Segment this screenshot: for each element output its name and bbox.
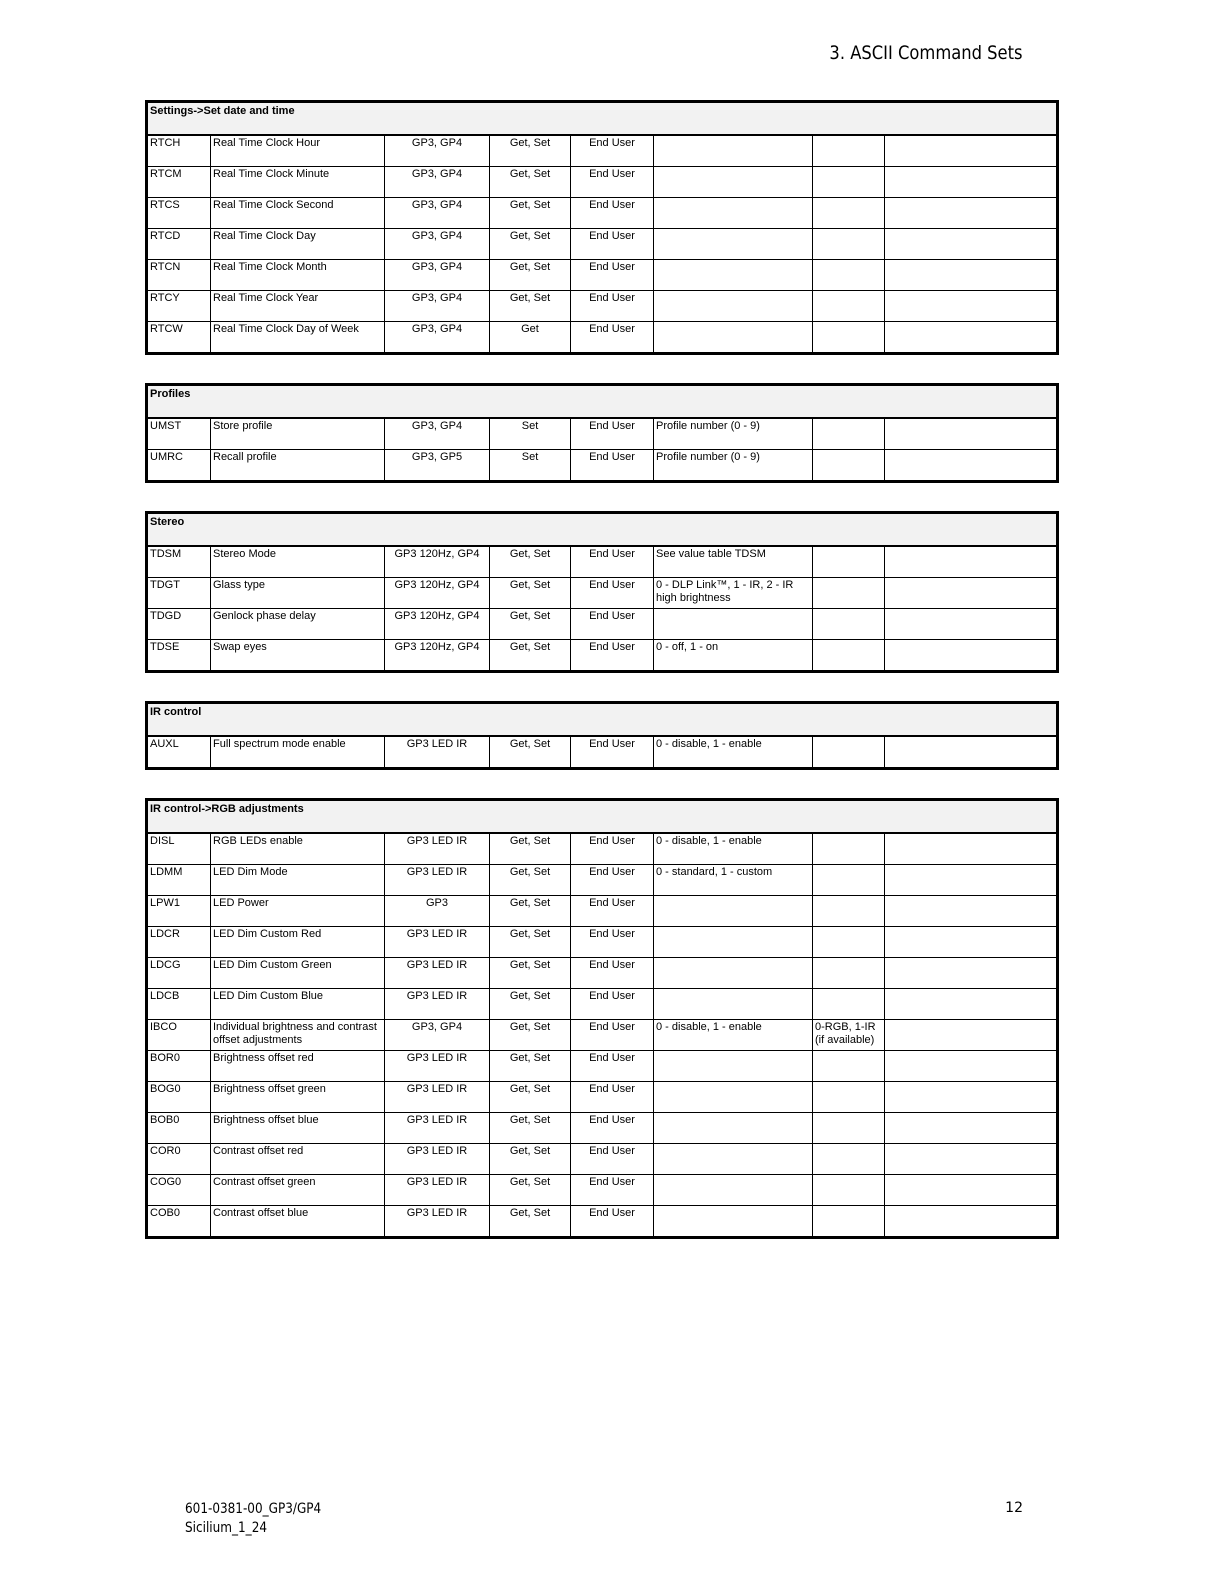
user-level-cell: End User [571, 1206, 654, 1238]
command-code-cell: AUXL [147, 736, 211, 769]
command-description-cell: Real Time Clock Month [211, 260, 385, 291]
table-row [147, 418, 1058, 450]
table-row [147, 229, 1058, 260]
value-description-cell [654, 896, 813, 927]
command-code-cell: LDCG [147, 958, 211, 989]
projector-models-cell: GP3, GP5 [385, 450, 490, 482]
command-table [145, 701, 1059, 770]
extra-cell [885, 865, 1058, 896]
access-type-cell: Get, Set [490, 1082, 571, 1113]
section-header-row [147, 385, 1058, 419]
extra-cell [885, 291, 1058, 322]
projector-models-cell: GP3 [385, 896, 490, 927]
access-type-cell: Get, Set [490, 1175, 571, 1206]
projector-models-cell: GP3 LED IR [385, 1113, 490, 1144]
user-level-cell: End User [571, 1175, 654, 1206]
extra-cell [885, 927, 1058, 958]
command-code-cell: LDMM [147, 865, 211, 896]
user-level-cell: End User [571, 135, 654, 167]
command-description-cell: Real Time Clock Hour [211, 135, 385, 167]
command-code-cell: LDCR [147, 927, 211, 958]
projector-models-cell: GP3, GP4 [385, 198, 490, 229]
extra-cell [885, 546, 1058, 578]
user-level-cell: End User [571, 260, 654, 291]
user-level-cell: End User [571, 865, 654, 896]
access-type-cell: Get, Set [490, 736, 571, 769]
notes-cell [813, 322, 885, 354]
section-title: IR control->RGB adjustments [147, 800, 1058, 834]
command-table [145, 100, 1059, 355]
extra-cell [885, 1051, 1058, 1082]
extra-cell [885, 1082, 1058, 1113]
command-code-cell: TDSM [147, 546, 211, 578]
table-row [147, 609, 1058, 640]
notes-cell: 0-RGB, 1-IR (if available) [813, 1020, 885, 1051]
extra-cell [885, 989, 1058, 1020]
table-row [147, 1051, 1058, 1082]
projector-models-cell: GP3, GP4 [385, 1020, 490, 1051]
user-level-cell: End User [571, 1113, 654, 1144]
footer-doc-number: 601-0381-00_GP3/GP4 [185, 1501, 322, 1517]
command-table [145, 511, 1059, 673]
value-description-cell [654, 291, 813, 322]
command-description-cell: Real Time Clock Minute [211, 167, 385, 198]
extra-cell [885, 1144, 1058, 1175]
table-row [147, 1144, 1058, 1175]
access-type-cell: Set [490, 450, 571, 482]
projector-models-cell: GP3, GP4 [385, 291, 490, 322]
extra-cell [885, 135, 1058, 167]
command-code-cell: LDCB [147, 989, 211, 1020]
user-level-cell: End User [571, 578, 654, 609]
notes-cell [813, 1175, 885, 1206]
access-type-cell: Set [490, 418, 571, 450]
notes-cell [813, 291, 885, 322]
user-level-cell: End User [571, 736, 654, 769]
command-code-cell: COR0 [147, 1144, 211, 1175]
access-type-cell: Get, Set [490, 1020, 571, 1051]
section-header-row [147, 800, 1058, 834]
access-type-cell: Get, Set [490, 640, 571, 672]
table-row [147, 167, 1058, 198]
command-description-cell: Stereo Mode [211, 546, 385, 578]
command-description-cell: LED Dim Custom Blue [211, 989, 385, 1020]
access-type-cell: Get, Set [490, 927, 571, 958]
command-code-cell: TDSE [147, 640, 211, 672]
user-level-cell: End User [571, 958, 654, 989]
notes-cell [813, 736, 885, 769]
notes-cell [813, 198, 885, 229]
notes-cell [813, 1206, 885, 1238]
user-level-cell: End User [571, 640, 654, 672]
command-code-cell: TDGT [147, 578, 211, 609]
projector-models-cell: GP3 120Hz, GP4 [385, 546, 490, 578]
table-row [147, 640, 1058, 672]
table-row [147, 260, 1058, 291]
extra-cell [885, 896, 1058, 927]
access-type-cell: Get [490, 322, 571, 354]
table-row [147, 1082, 1058, 1113]
command-code-cell: COB0 [147, 1206, 211, 1238]
command-code-cell: RTCM [147, 167, 211, 198]
command-code-cell: BOB0 [147, 1113, 211, 1144]
projector-models-cell: GP3 120Hz, GP4 [385, 640, 490, 672]
command-tables [145, 100, 1056, 1267]
notes-cell [813, 578, 885, 609]
extra-cell [885, 640, 1058, 672]
projector-models-cell: GP3 LED IR [385, 1206, 490, 1238]
projector-models-cell: GP3, GP4 [385, 322, 490, 354]
projector-models-cell: GP3 LED IR [385, 1082, 490, 1113]
command-code-cell: LPW1 [147, 896, 211, 927]
access-type-cell: Get, Set [490, 229, 571, 260]
command-table [145, 383, 1059, 483]
access-type-cell: Get, Set [490, 578, 571, 609]
command-description-cell: Recall profile [211, 450, 385, 482]
access-type-cell: Get, Set [490, 896, 571, 927]
command-code-cell: UMST [147, 418, 211, 450]
extra-cell [885, 1206, 1058, 1238]
value-description-cell [654, 989, 813, 1020]
table-row [147, 135, 1058, 167]
user-level-cell: End User [571, 896, 654, 927]
value-description-cell: Profile number (0 - 9) [654, 450, 813, 482]
command-code-cell: TDGD [147, 609, 211, 640]
command-description-cell: LED Dim Custom Green [211, 958, 385, 989]
projector-models-cell: GP3 LED IR [385, 833, 490, 865]
value-description-cell [654, 609, 813, 640]
value-description-cell [654, 1206, 813, 1238]
command-table [145, 798, 1059, 1239]
user-level-cell: End User [571, 1144, 654, 1175]
extra-cell [885, 958, 1058, 989]
access-type-cell: Get, Set [490, 1206, 571, 1238]
section-title: Stereo [147, 513, 1058, 547]
command-description-cell: Contrast offset green [211, 1175, 385, 1206]
extra-cell [885, 167, 1058, 198]
extra-cell [885, 450, 1058, 482]
command-code-cell: RTCY [147, 291, 211, 322]
access-type-cell: Get, Set [490, 958, 571, 989]
footer-doc-info [185, 1500, 321, 1538]
section-header-row [147, 513, 1058, 547]
table-row [147, 865, 1058, 896]
table-row [147, 198, 1058, 229]
access-type-cell: Get, Set [490, 989, 571, 1020]
notes-cell [813, 927, 885, 958]
user-level-cell: End User [571, 609, 654, 640]
access-type-cell: Get, Set [490, 833, 571, 865]
notes-cell [813, 260, 885, 291]
projector-models-cell: GP3 LED IR [385, 736, 490, 769]
notes-cell [813, 450, 885, 482]
command-description-cell: Swap eyes [211, 640, 385, 672]
section-header-row [147, 703, 1058, 737]
table-row [147, 958, 1058, 989]
table-row [147, 1206, 1058, 1238]
access-type-cell: Get, Set [490, 260, 571, 291]
value-description-cell [654, 167, 813, 198]
notes-cell [813, 546, 885, 578]
user-level-cell: End User [571, 167, 654, 198]
command-code-cell: BOR0 [147, 1051, 211, 1082]
projector-models-cell: GP3 120Hz, GP4 [385, 609, 490, 640]
notes-cell [813, 167, 885, 198]
command-code-cell: RTCD [147, 229, 211, 260]
value-description-cell [654, 229, 813, 260]
command-description-cell: LED Power [211, 896, 385, 927]
command-code-cell: RTCN [147, 260, 211, 291]
access-type-cell: Get, Set [490, 135, 571, 167]
command-description-cell: Full spectrum mode enable [211, 736, 385, 769]
command-description-cell: Contrast offset blue [211, 1206, 385, 1238]
projector-models-cell: GP3, GP4 [385, 135, 490, 167]
command-description-cell: Real Time Clock Second [211, 198, 385, 229]
command-description-cell: LED Dim Mode [211, 865, 385, 896]
notes-cell [813, 418, 885, 450]
table-row [147, 578, 1058, 609]
notes-cell [813, 896, 885, 927]
command-code-cell: IBCO [147, 1020, 211, 1051]
value-description-cell [654, 198, 813, 229]
value-description-cell: Profile number (0 - 9) [654, 418, 813, 450]
access-type-cell: Get, Set [490, 198, 571, 229]
value-description-cell [654, 1082, 813, 1113]
notes-cell [813, 609, 885, 640]
notes-cell [813, 865, 885, 896]
table-row [147, 833, 1058, 865]
projector-models-cell: GP3, GP4 [385, 167, 490, 198]
notes-cell [813, 1082, 885, 1113]
table-row [147, 450, 1058, 482]
extra-cell [885, 198, 1058, 229]
access-type-cell: Get, Set [490, 609, 571, 640]
command-description-cell: Brightness offset green [211, 1082, 385, 1113]
table-row [147, 896, 1058, 927]
projector-models-cell: GP3 LED IR [385, 927, 490, 958]
command-description-cell: Real Time Clock Year [211, 291, 385, 322]
command-code-cell: BOG0 [147, 1082, 211, 1113]
section-title: Settings->Set date and time [147, 102, 1058, 136]
command-description-cell: RGB LEDs enable [211, 833, 385, 865]
user-level-cell: End User [571, 989, 654, 1020]
user-level-cell: End User [571, 833, 654, 865]
extra-cell [885, 1020, 1058, 1051]
projector-models-cell: GP3, GP4 [385, 418, 490, 450]
command-code-cell: RTCH [147, 135, 211, 167]
value-description-cell: 0 - disable, 1 - enable [654, 736, 813, 769]
user-level-cell: End User [571, 450, 654, 482]
value-description-cell: 0 - disable, 1 - enable [654, 1020, 813, 1051]
notes-cell [813, 958, 885, 989]
access-type-cell: Get, Set [490, 1051, 571, 1082]
value-description-cell [654, 1051, 813, 1082]
user-level-cell: End User [571, 418, 654, 450]
section-header-row [147, 102, 1058, 136]
extra-cell [885, 833, 1058, 865]
user-level-cell: End User [571, 546, 654, 578]
access-type-cell: Get, Set [490, 1144, 571, 1175]
command-code-cell: DISL [147, 833, 211, 865]
notes-cell [813, 1051, 885, 1082]
command-description-cell: Genlock phase delay [211, 609, 385, 640]
footer-version: Sicilium_1_24 [185, 1520, 268, 1536]
user-level-cell: End User [571, 291, 654, 322]
value-description-cell: See value table TDSM [654, 546, 813, 578]
access-type-cell: Get, Set [490, 865, 571, 896]
projector-models-cell: GP3, GP4 [385, 229, 490, 260]
command-code-cell: COG0 [147, 1175, 211, 1206]
table-row [147, 989, 1058, 1020]
projector-models-cell: GP3 120Hz, GP4 [385, 578, 490, 609]
value-description-cell: 0 - off, 1 - on [654, 640, 813, 672]
access-type-cell: Get, Set [490, 167, 571, 198]
extra-cell [885, 1175, 1058, 1206]
value-description-cell: 0 - DLP Link™, 1 - IR, 2 - IR high brightness [654, 578, 813, 609]
table-row [147, 546, 1058, 578]
command-description-cell: LED Dim Custom Red [211, 927, 385, 958]
value-description-cell [654, 958, 813, 989]
value-description-cell: 0 - standard, 1 - custom [654, 865, 813, 896]
extra-cell [885, 609, 1058, 640]
projector-models-cell: GP3 LED IR [385, 865, 490, 896]
table-row [147, 322, 1058, 354]
user-level-cell: End User [571, 322, 654, 354]
projector-models-cell: GP3 LED IR [385, 1051, 490, 1082]
notes-cell [813, 833, 885, 865]
value-description-cell [654, 322, 813, 354]
access-type-cell: Get, Set [490, 546, 571, 578]
table-row [147, 1175, 1058, 1206]
extra-cell [885, 229, 1058, 260]
value-description-cell [654, 1113, 813, 1144]
command-description-cell: Brightness offset blue [211, 1113, 385, 1144]
command-description-cell: Individual brightness and contrast offset adjustments [211, 1020, 385, 1051]
user-level-cell: End User [571, 927, 654, 958]
projector-models-cell: GP3 LED IR [385, 1175, 490, 1206]
section-title: IR control [147, 703, 1058, 737]
table-row [147, 291, 1058, 322]
extra-cell [885, 578, 1058, 609]
extra-cell [885, 418, 1058, 450]
extra-cell [885, 736, 1058, 769]
extra-cell [885, 322, 1058, 354]
user-level-cell: End User [571, 1082, 654, 1113]
value-description-cell [654, 1175, 813, 1206]
command-code-cell: RTCS [147, 198, 211, 229]
notes-cell [813, 229, 885, 260]
command-description-cell: Contrast offset red [211, 1144, 385, 1175]
projector-models-cell: GP3 LED IR [385, 989, 490, 1020]
notes-cell [813, 640, 885, 672]
command-code-cell: UMRC [147, 450, 211, 482]
table-row [147, 927, 1058, 958]
section-title: Profiles [147, 385, 1058, 419]
notes-cell [813, 1113, 885, 1144]
page-header-title: 3. ASCII Command Sets [829, 42, 1023, 64]
extra-cell [885, 1113, 1058, 1144]
table-row [147, 1020, 1058, 1051]
notes-cell [813, 989, 885, 1020]
notes-cell [813, 1144, 885, 1175]
user-level-cell: End User [571, 1051, 654, 1082]
user-level-cell: End User [571, 229, 654, 260]
value-description-cell [654, 135, 813, 167]
notes-cell [813, 135, 885, 167]
command-description-cell: Real Time Clock Day [211, 229, 385, 260]
value-description-cell: 0 - disable, 1 - enable [654, 833, 813, 865]
command-description-cell: Brightness offset red [211, 1051, 385, 1082]
command-description-cell: Store profile [211, 418, 385, 450]
table-row [147, 736, 1058, 769]
projector-models-cell: GP3 LED IR [385, 1144, 490, 1175]
value-description-cell [654, 1144, 813, 1175]
command-description-cell: Glass type [211, 578, 385, 609]
user-level-cell: End User [571, 198, 654, 229]
user-level-cell: End User [571, 1020, 654, 1051]
value-description-cell [654, 260, 813, 291]
access-type-cell: Get, Set [490, 291, 571, 322]
command-description-cell: Real Time Clock Day of Week [211, 322, 385, 354]
value-description-cell [654, 927, 813, 958]
access-type-cell: Get, Set [490, 1113, 571, 1144]
command-code-cell: RTCW [147, 322, 211, 354]
footer-page-number: 12 [1005, 1500, 1023, 1516]
extra-cell [885, 260, 1058, 291]
projector-models-cell: GP3 LED IR [385, 958, 490, 989]
projector-models-cell: GP3, GP4 [385, 260, 490, 291]
table-row [147, 1113, 1058, 1144]
